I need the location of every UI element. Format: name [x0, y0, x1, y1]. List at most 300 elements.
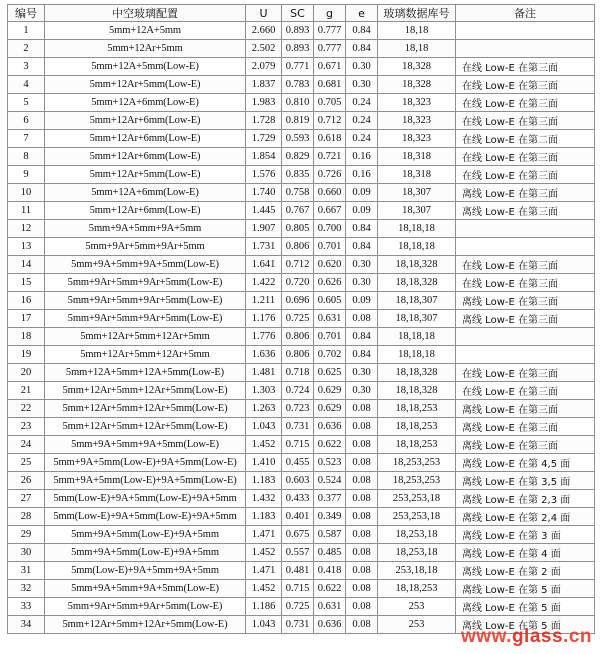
- cell-db: 253,253,18: [378, 508, 456, 526]
- cell-config: 5mm+12Ar+5mm+12Ar+5mm(Low-E): [45, 400, 246, 418]
- table-row: [8, 58, 595, 76]
- cell-g: 0.660: [314, 184, 346, 202]
- cell-config: 5mm+9Ar+5mm+9Ar+5mm(Low-E): [45, 292, 246, 310]
- cell-id: 28: [8, 508, 45, 526]
- cell-db: 18,18,328: [378, 256, 456, 274]
- glass-data-table-container: [7, 4, 594, 644]
- cell-e: 0.84: [346, 22, 378, 40]
- cell-id: 16: [8, 292, 45, 310]
- cell-id: 27: [8, 490, 45, 508]
- cell-note: 离线 Low-E 在第 5 面: [456, 616, 595, 634]
- table-row: [8, 508, 595, 526]
- cell-config: 5mm+12A+5mm+12A+5mm(Low-E): [45, 364, 246, 382]
- cell-sc: 0.603: [282, 472, 314, 490]
- cell-g: 0.636: [314, 616, 346, 634]
- cell-db: 18,18,328: [378, 364, 456, 382]
- cell-sc: 0.805: [282, 220, 314, 238]
- cell-db: 18,18,18: [378, 220, 456, 238]
- cell-sc: 0.712: [282, 256, 314, 274]
- cell-sc: 0.715: [282, 436, 314, 454]
- header-e: e: [346, 5, 378, 22]
- cell-g: 0.605: [314, 292, 346, 310]
- cell-u: 1.303: [246, 382, 282, 400]
- cell-sc: 0.893: [282, 22, 314, 40]
- cell-db: 18,18,253: [378, 418, 456, 436]
- table-row: [8, 328, 595, 346]
- cell-id: 30: [8, 544, 45, 562]
- cell-id: 8: [8, 148, 45, 166]
- cell-e: 0.08: [346, 490, 378, 508]
- cell-e: 0.08: [346, 418, 378, 436]
- cell-u: 1.043: [246, 418, 282, 436]
- cell-u: 1.183: [246, 472, 282, 490]
- table-row: [8, 490, 595, 508]
- cell-config: 5mm(Low-E)+9A+5mm(Low-E)+9A+5mm: [45, 508, 246, 526]
- table-row: [8, 292, 595, 310]
- cell-config: 5mm+9A+5mm+9A+5mm(Low-E): [45, 256, 246, 274]
- cell-id: 32: [8, 580, 45, 598]
- cell-g: 0.700: [314, 220, 346, 238]
- cell-e: 0.08: [346, 616, 378, 634]
- cell-config: 5mm+12A+5mm(Low-E): [45, 58, 246, 76]
- cell-e: 0.16: [346, 148, 378, 166]
- cell-config: 5mm+12Ar+5mm(Low-E): [45, 76, 246, 94]
- cell-note: 离线 Low-E 在第三面: [456, 436, 595, 454]
- cell-config: 5mm+9A+5mm+9A+5mm(Low-E): [45, 580, 246, 598]
- cell-e: 0.09: [346, 292, 378, 310]
- table-row: [8, 346, 595, 364]
- cell-id: 18: [8, 328, 45, 346]
- cell-config: 5mm+12Ar+5mm: [45, 40, 246, 58]
- cell-e: 0.30: [346, 274, 378, 292]
- cell-note: [456, 40, 595, 58]
- table-row: [8, 454, 595, 472]
- cell-e: 0.30: [346, 76, 378, 94]
- cell-sc: 0.724: [282, 382, 314, 400]
- cell-id: 24: [8, 436, 45, 454]
- cell-note: [456, 22, 595, 40]
- cell-note: 离线 Low-E 在第 3,5 面: [456, 472, 595, 490]
- cell-u: 1.186: [246, 598, 282, 616]
- table-row: [8, 382, 595, 400]
- cell-db: 18,18,253: [378, 436, 456, 454]
- cell-id: 1: [8, 22, 45, 40]
- cell-u: 1.432: [246, 490, 282, 508]
- cell-db: 18,253,253: [378, 454, 456, 472]
- cell-config: 5mm+9Ar+5mm+9Ar+5mm(Low-E): [45, 310, 246, 328]
- cell-sc: 0.725: [282, 598, 314, 616]
- cell-g: 0.625: [314, 364, 346, 382]
- cell-db: 18,318: [378, 148, 456, 166]
- cell-note: [456, 220, 595, 238]
- cell-id: 26: [8, 472, 45, 490]
- cell-db: 18,253,18: [378, 544, 456, 562]
- cell-u: 1.422: [246, 274, 282, 292]
- cell-u: 1.641: [246, 256, 282, 274]
- header-note: 备注: [456, 5, 595, 22]
- cell-g: 0.777: [314, 22, 346, 40]
- cell-db: 18,253,253: [378, 472, 456, 490]
- cell-note: 在线 Low-E 在第三面: [456, 382, 595, 400]
- cell-id: 14: [8, 256, 45, 274]
- table-row: [8, 202, 595, 220]
- cell-config: 5mm(Low-E)+9A+5mm(Low-E)+9A+5mm: [45, 490, 246, 508]
- table-row: [8, 598, 595, 616]
- cell-g: 0.524: [314, 472, 346, 490]
- cell-id: 4: [8, 76, 45, 94]
- cell-g: 0.671: [314, 58, 346, 76]
- cell-db: 18,18,307: [378, 310, 456, 328]
- cell-db: 253,253,18: [378, 490, 456, 508]
- table-row: [8, 310, 595, 328]
- cell-g: 0.587: [314, 526, 346, 544]
- cell-config: 5mm+12Ar+5mm+12Ar+5mm: [45, 328, 246, 346]
- cell-id: 5: [8, 94, 45, 112]
- cell-g: 0.620: [314, 256, 346, 274]
- cell-id: 17: [8, 310, 45, 328]
- cell-note: 离线 Low-E 在第 2 面: [456, 562, 595, 580]
- cell-config: 5mm(Low-E)+9A+5mm+9A+5mm: [45, 562, 246, 580]
- cell-note: 离线 Low-E 在第三面: [456, 418, 595, 436]
- cell-e: 0.08: [346, 472, 378, 490]
- cell-u: 1.636: [246, 346, 282, 364]
- cell-db: 18,18: [378, 40, 456, 58]
- cell-id: 13: [8, 238, 45, 256]
- cell-u: 1.731: [246, 238, 282, 256]
- watermark-brand: glass: [511, 626, 564, 647]
- cell-sc: 0.806: [282, 238, 314, 256]
- table-row: [8, 256, 595, 274]
- cell-g: 0.631: [314, 310, 346, 328]
- cell-sc: 0.481: [282, 562, 314, 580]
- cell-g: 0.485: [314, 544, 346, 562]
- cell-db: 253: [378, 598, 456, 616]
- table-row: [8, 400, 595, 418]
- cell-note: 在线 Low-E 在第三面: [456, 274, 595, 292]
- cell-e: 0.84: [346, 40, 378, 58]
- cell-u: 2.502: [246, 40, 282, 58]
- cell-sc: 0.893: [282, 40, 314, 58]
- cell-e: 0.16: [346, 166, 378, 184]
- table-row: [8, 472, 595, 490]
- cell-id: 2: [8, 40, 45, 58]
- cell-id: 19: [8, 346, 45, 364]
- cell-sc: 0.696: [282, 292, 314, 310]
- cell-u: 1.854: [246, 148, 282, 166]
- cell-note: 离线 Low-E 在第 2,3 面: [456, 490, 595, 508]
- cell-config: 5mm+9A+5mm+9A+5mm(Low-E): [45, 436, 246, 454]
- cell-sc: 0.455: [282, 454, 314, 472]
- header-u: U: [246, 5, 282, 22]
- cell-id: 15: [8, 274, 45, 292]
- cell-config: 5mm+12A+6mm(Low-E): [45, 94, 246, 112]
- cell-g: 0.667: [314, 202, 346, 220]
- cell-sc: 0.725: [282, 310, 314, 328]
- cell-db: 18,18,253: [378, 580, 456, 598]
- cell-note: 离线 Low-E 在第 4 面: [456, 544, 595, 562]
- cell-sc: 0.758: [282, 184, 314, 202]
- cell-db: 253: [378, 616, 456, 634]
- cell-note: [456, 238, 595, 256]
- table-row: [8, 130, 595, 148]
- cell-sc: 0.806: [282, 346, 314, 364]
- cell-g: 0.721: [314, 148, 346, 166]
- cell-g: 0.702: [314, 346, 346, 364]
- cell-u: 1.452: [246, 544, 282, 562]
- cell-sc: 0.675: [282, 526, 314, 544]
- table-row: [8, 94, 595, 112]
- cell-config: 5mm+9A+5mm(Low-E)+9A+5mm: [45, 526, 246, 544]
- cell-sc: 0.401: [282, 508, 314, 526]
- cell-e: 0.84: [346, 328, 378, 346]
- cell-note: 离线 Low-E 在第 2,4 面: [456, 508, 595, 526]
- header-db: 玻璃数据库号: [378, 5, 456, 22]
- cell-config: 5mm+9A+5mm+9A+5mm: [45, 220, 246, 238]
- cell-u: 1.481: [246, 364, 282, 382]
- table-row: [8, 544, 595, 562]
- cell-sc: 0.731: [282, 616, 314, 634]
- cell-config: 5mm+9Ar+5mm+9Ar+5mm(Low-E): [45, 274, 246, 292]
- cell-note: 在线 Low-E 在第三面: [456, 112, 595, 130]
- cell-id: 6: [8, 112, 45, 130]
- cell-e: 0.08: [346, 562, 378, 580]
- watermark-prefix: www.: [461, 626, 512, 647]
- cell-sc: 0.715: [282, 580, 314, 598]
- cell-sc: 0.731: [282, 418, 314, 436]
- cell-sc: 0.718: [282, 364, 314, 382]
- cell-note: 在线 Low-E 在第三面: [456, 166, 595, 184]
- cell-config: 5mm+12A+6mm(Low-E): [45, 184, 246, 202]
- table-body: [8, 22, 595, 634]
- cell-note: [456, 328, 595, 346]
- header-id: 编号: [8, 5, 45, 22]
- cell-note: 在线 Low-E 在第三面: [456, 58, 595, 76]
- table-row: [8, 166, 595, 184]
- header-sc: SC: [282, 5, 314, 22]
- cell-db: 18,253,18: [378, 526, 456, 544]
- cell-g: 0.726: [314, 166, 346, 184]
- cell-id: 23: [8, 418, 45, 436]
- cell-db: 18,18,328: [378, 382, 456, 400]
- cell-u: 1.211: [246, 292, 282, 310]
- cell-g: 0.629: [314, 400, 346, 418]
- cell-note: 在线 Low-E 在第三面: [456, 256, 595, 274]
- cell-g: 0.636: [314, 418, 346, 436]
- cell-e: 0.08: [346, 526, 378, 544]
- cell-config: 5mm+12Ar+5mm+12Ar+5mm: [45, 346, 246, 364]
- cell-e: 0.84: [346, 238, 378, 256]
- cell-config: 5mm+9A+5mm(Low-E)+9A+5mm: [45, 544, 246, 562]
- cell-g: 0.701: [314, 328, 346, 346]
- cell-db: 18,307: [378, 184, 456, 202]
- cell-note: 离线 Low-E 在第 4,5 面: [456, 454, 595, 472]
- cell-db: 18,323: [378, 112, 456, 130]
- cell-db: 18,18,18: [378, 346, 456, 364]
- cell-sc: 0.835: [282, 166, 314, 184]
- cell-g: 0.349: [314, 508, 346, 526]
- cell-e: 0.08: [346, 508, 378, 526]
- cell-g: 0.631: [314, 598, 346, 616]
- cell-db: 18,18: [378, 22, 456, 40]
- cell-id: 20: [8, 364, 45, 382]
- cell-e: 0.08: [346, 598, 378, 616]
- cell-note: 离线 Low-E 在第三面: [456, 292, 595, 310]
- cell-config: 5mm+9Ar+5mm+9Ar+5mm(Low-E): [45, 598, 246, 616]
- cell-g: 0.712: [314, 112, 346, 130]
- cell-g: 0.777: [314, 40, 346, 58]
- cell-u: 1.729: [246, 130, 282, 148]
- cell-note: 离线 Low-E 在第三面: [456, 310, 595, 328]
- cell-e: 0.30: [346, 382, 378, 400]
- cell-config: 5mm+12Ar+6mm(Low-E): [45, 148, 246, 166]
- cell-id: 21: [8, 382, 45, 400]
- cell-e: 0.30: [346, 58, 378, 76]
- cell-g: 0.701: [314, 238, 346, 256]
- cell-u: 1.576: [246, 166, 282, 184]
- cell-g: 0.629: [314, 382, 346, 400]
- cell-id: 12: [8, 220, 45, 238]
- cell-config: 5mm+12Ar+5mm+12Ar+5mm(Low-E): [45, 382, 246, 400]
- table-row: [8, 526, 595, 544]
- cell-note: 离线 Low-E 在第三面: [456, 202, 595, 220]
- header-config: 中空玻璃配置: [45, 5, 246, 22]
- cell-db: 18,18,18: [378, 238, 456, 256]
- table-header-row: [8, 5, 595, 22]
- cell-e: 0.84: [346, 346, 378, 364]
- cell-sc: 0.767: [282, 202, 314, 220]
- cell-db: 18,323: [378, 130, 456, 148]
- cell-u: 1.907: [246, 220, 282, 238]
- table-row: [8, 220, 595, 238]
- cell-id: 22: [8, 400, 45, 418]
- table-row: [8, 112, 595, 130]
- table-row: [8, 238, 595, 256]
- cell-u: 1.471: [246, 562, 282, 580]
- cell-sc: 0.557: [282, 544, 314, 562]
- cell-e: 0.09: [346, 184, 378, 202]
- cell-note: [456, 346, 595, 364]
- table-row: [8, 562, 595, 580]
- cell-config: 5mm+9A+5mm(Low-E)+9A+5mm(Low-E): [45, 472, 246, 490]
- cell-sc: 0.723: [282, 400, 314, 418]
- cell-config: 5mm+12Ar+6mm(Low-E): [45, 202, 246, 220]
- cell-g: 0.626: [314, 274, 346, 292]
- cell-id: 33: [8, 598, 45, 616]
- table-row: [8, 76, 595, 94]
- cell-config: 5mm+12Ar+6mm(Low-E): [45, 112, 246, 130]
- cell-e: 0.08: [346, 310, 378, 328]
- cell-id: 34: [8, 616, 45, 634]
- cell-u: 1.183: [246, 508, 282, 526]
- cell-u: 1.471: [246, 526, 282, 544]
- cell-note: 离线 Low-E 在第 3 面: [456, 526, 595, 544]
- cell-id: 3: [8, 58, 45, 76]
- cell-u: 1.452: [246, 436, 282, 454]
- cell-note: 在线 Low-E 在第三面: [456, 76, 595, 94]
- cell-config: 5mm+12A+5mm: [45, 22, 246, 40]
- cell-u: 2.079: [246, 58, 282, 76]
- cell-u: 1.410: [246, 454, 282, 472]
- cell-note: 离线 Low-E 在第三面: [456, 400, 595, 418]
- cell-g: 0.377: [314, 490, 346, 508]
- cell-u: 1.445: [246, 202, 282, 220]
- cell-g: 0.622: [314, 580, 346, 598]
- cell-sc: 0.593: [282, 130, 314, 148]
- cell-sc: 0.783: [282, 76, 314, 94]
- cell-u: 1.837: [246, 76, 282, 94]
- cell-id: 9: [8, 166, 45, 184]
- table-row: [8, 364, 595, 382]
- cell-note: 离线 Low-E 在第 5 面: [456, 580, 595, 598]
- cell-note: 在线 Low-E 在第三面: [456, 364, 595, 382]
- cell-note: 在线 Low-E 在第二面: [456, 130, 595, 148]
- cell-config: 5mm+12Ar+6mm(Low-E): [45, 130, 246, 148]
- cell-sc: 0.720: [282, 274, 314, 292]
- cell-sc: 0.829: [282, 148, 314, 166]
- table-row: [8, 22, 595, 40]
- cell-e: 0.24: [346, 94, 378, 112]
- header-g: g: [314, 5, 346, 22]
- cell-u: 2.660: [246, 22, 282, 40]
- cell-db: 18,323: [378, 94, 456, 112]
- cell-u: 1.176: [246, 310, 282, 328]
- cell-note: 在线 Low-E 在第三面: [456, 148, 595, 166]
- cell-db: 18,328: [378, 58, 456, 76]
- glass-data-table: [7, 4, 595, 634]
- cell-sc: 0.771: [282, 58, 314, 76]
- cell-db: 18,307: [378, 202, 456, 220]
- cell-e: 0.08: [346, 454, 378, 472]
- cell-id: 31: [8, 562, 45, 580]
- cell-u: 1.452: [246, 580, 282, 598]
- cell-u: 1.983: [246, 94, 282, 112]
- cell-g: 0.622: [314, 436, 346, 454]
- cell-db: 18,18,328: [378, 274, 456, 292]
- cell-u: 1.776: [246, 328, 282, 346]
- cell-config: 5mm+9A+5mm(Low-E)+9A+5mm(Low-E): [45, 454, 246, 472]
- cell-g: 0.418: [314, 562, 346, 580]
- cell-note: 离线 Low-E 在第三面: [456, 184, 595, 202]
- cell-id: 7: [8, 130, 45, 148]
- cell-db: 18,18,307: [378, 292, 456, 310]
- cell-g: 0.618: [314, 130, 346, 148]
- cell-u: 1.740: [246, 184, 282, 202]
- table-row: [8, 40, 595, 58]
- cell-e: 0.08: [346, 400, 378, 418]
- cell-db: 18,328: [378, 76, 456, 94]
- cell-db: 18,18,253: [378, 400, 456, 418]
- cell-db: 18,18,18: [378, 328, 456, 346]
- cell-g: 0.523: [314, 454, 346, 472]
- table-row: [8, 148, 595, 166]
- cell-config: 5mm+12Ar+5mm(Low-E): [45, 166, 246, 184]
- cell-db: 18,318: [378, 166, 456, 184]
- cell-id: 25: [8, 454, 45, 472]
- cell-note: 在线 Low-E 在第三面: [456, 94, 595, 112]
- watermark-suffix: .cn: [563, 626, 592, 647]
- cell-config: 5mm+9Ar+5mm+9Ar+5mm: [45, 238, 246, 256]
- cell-e: 0.30: [346, 256, 378, 274]
- cell-e: 0.24: [346, 130, 378, 148]
- cell-e: 0.09: [346, 202, 378, 220]
- cell-e: 0.24: [346, 112, 378, 130]
- table-row: [8, 436, 595, 454]
- cell-u: 1.263: [246, 400, 282, 418]
- cell-id: 11: [8, 202, 45, 220]
- cell-id: 10: [8, 184, 45, 202]
- cell-sc: 0.810: [282, 94, 314, 112]
- cell-e: 0.08: [346, 580, 378, 598]
